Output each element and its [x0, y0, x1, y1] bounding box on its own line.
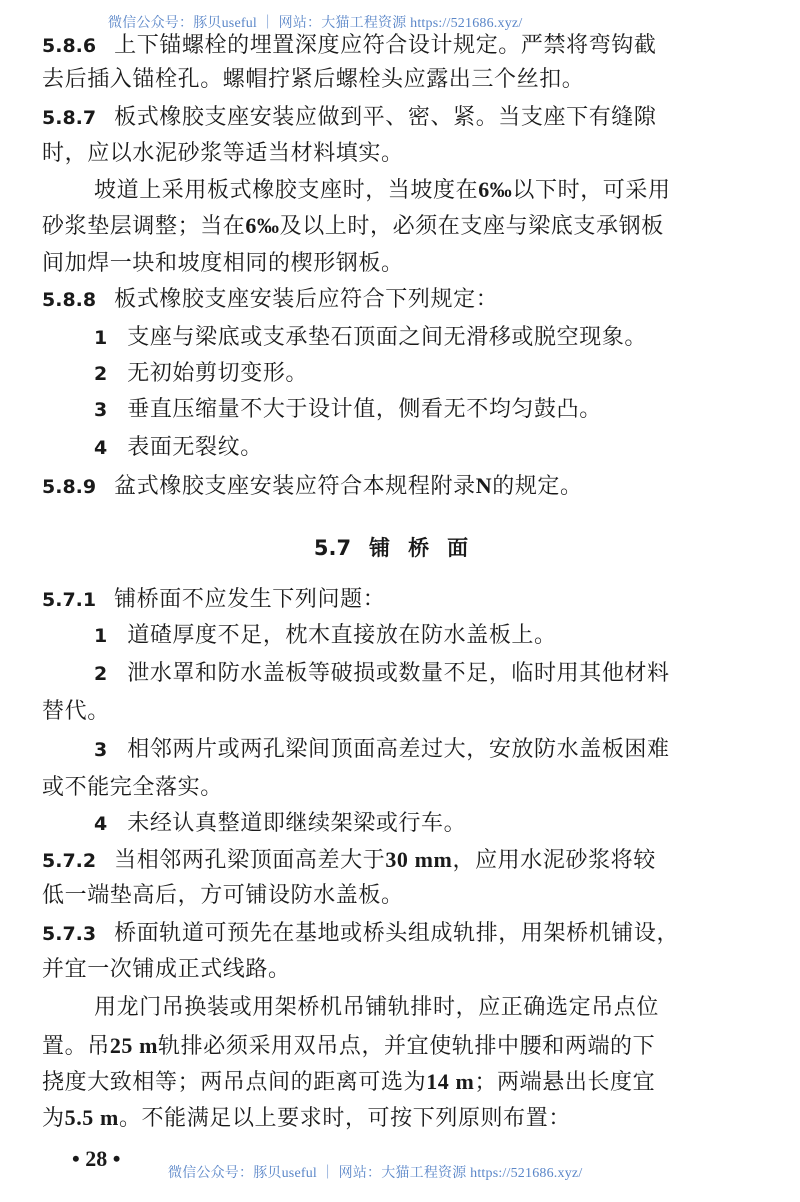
clause-5-7-3-para-line-2: 置。吊25 m轨排必须采用双吊点，并宜使轨排中腰和两端的下	[42, 1033, 656, 1059]
clause-number: 5.7.1	[42, 589, 97, 611]
clause-5-8-6-line-2: 去后插入锚栓孔。螺帽拧紧后螺栓头应露出三个丝扣。	[42, 67, 585, 92]
list-item: 3 相邻两片或两孔梁间顶面高差过大，安放防水盖板困难	[94, 737, 670, 762]
list-item: 2 无初始剪切变形。	[94, 361, 309, 386]
section-number: 5.7	[313, 536, 352, 560]
clause-5-8-6-line-1: 5.8.6 上下锚螺栓的埋置深度应符合设计规定。严禁将弯钩截	[42, 33, 657, 58]
page-number: • 28 •	[72, 1146, 121, 1171]
clause-5-7-3-para-line-1: 用龙门吊换装或用架桥机吊铺轨排时，应正确选定吊点位	[94, 995, 660, 1020]
clause-number: 5.7.2	[42, 850, 97, 872]
clause-5-8-7-line-1: 5.8.7 板式橡胶支座安装应做到平、密、紧。当支座下有缝隙	[42, 105, 657, 130]
clause-5-7-1: 5.7.1 铺桥面不应发生下列问题：	[42, 587, 386, 612]
clause-5-7-3-para-line-4: 为5.5 m。不能满足以上要求时，可按下列原则布置：	[42, 1105, 571, 1131]
clause-number: 5.7.3	[42, 923, 97, 945]
list-item: 4 表面无裂纹。	[94, 435, 263, 460]
watermark-top: 微信公众号：豚贝useful ｜ 网站：大猫工程资源 https://521686.xyz/	[108, 16, 523, 31]
list-item: 1 道碴厚度不足，枕木直接放在防水盖板上。	[94, 623, 557, 648]
clause-5-8-7-para-line-1: 坡道上采用板式橡胶支座时，当坡度在6‰以下时，可采用	[94, 177, 671, 203]
clause-5-7-2-line-2: 低一端垫高后，方可铺设防水盖板。	[42, 883, 404, 908]
clause-5-8-8: 5.8.8 板式橡胶支座安装后应符合下列规定：	[42, 287, 499, 312]
clause-number: 5.8.8	[42, 289, 97, 311]
clause-5-8-7-para-line-2: 砂浆垫层调整；当在6‰及以上时，必须在支座与梁底支承钢板	[42, 213, 664, 239]
list-item: 1 支座与梁底或支承垫石顶面之间无滑移或脱空现象。	[94, 325, 648, 350]
section-heading	[0, 532, 800, 562]
clause-number: 5.8.9	[42, 476, 97, 498]
clause-5-7-3-line-1: 5.7.3 桥面轨道可预先在基地或桥头组成轨排，用架桥机铺设，	[42, 921, 680, 946]
list-item-continuation: 或不能完全落实。	[42, 775, 223, 800]
clause-number: 5.8.6	[42, 35, 97, 57]
section-title: 铺桥面	[369, 536, 487, 560]
clause-5-7-3-para-line-3: 挠度大致相等；两吊点间的距离可选为14 m；两端悬出长度宜	[42, 1069, 656, 1095]
clause-number: 5.8.7	[42, 107, 97, 129]
clause-5-8-7-para-line-3: 间加焊一块和坡度相同的楔形钢板。	[42, 251, 404, 276]
clause-5-7-3-line-2: 并宜一次铺成正式线路。	[42, 957, 291, 982]
list-item: 2 泄水罩和防水盖板等破损或数量不足，临时用其他材料	[94, 661, 670, 686]
clause-5-7-2-line-1: 5.7.2 当相邻两孔梁顶面高差大于30 mm，应用水泥砂浆将较	[42, 847, 656, 873]
clause-5-8-9: 5.8.9 盆式橡胶支座安装应符合本规程附录N的规定。	[42, 473, 583, 499]
list-item-continuation: 替代。	[42, 699, 110, 724]
list-item: 4 未经认真整道即继续架梁或行车。	[94, 811, 467, 836]
clause-5-8-7-line-2: 时，应以水泥砂浆等适当材料填实。	[42, 141, 404, 166]
watermark-bottom: 微信公众号：豚贝useful ｜ 网站：大猫工程资源 https://521686.xyz/	[168, 1166, 583, 1181]
list-item: 3 垂直压缩量不大于设计值，侧看无不均匀鼓凸。	[94, 397, 602, 422]
